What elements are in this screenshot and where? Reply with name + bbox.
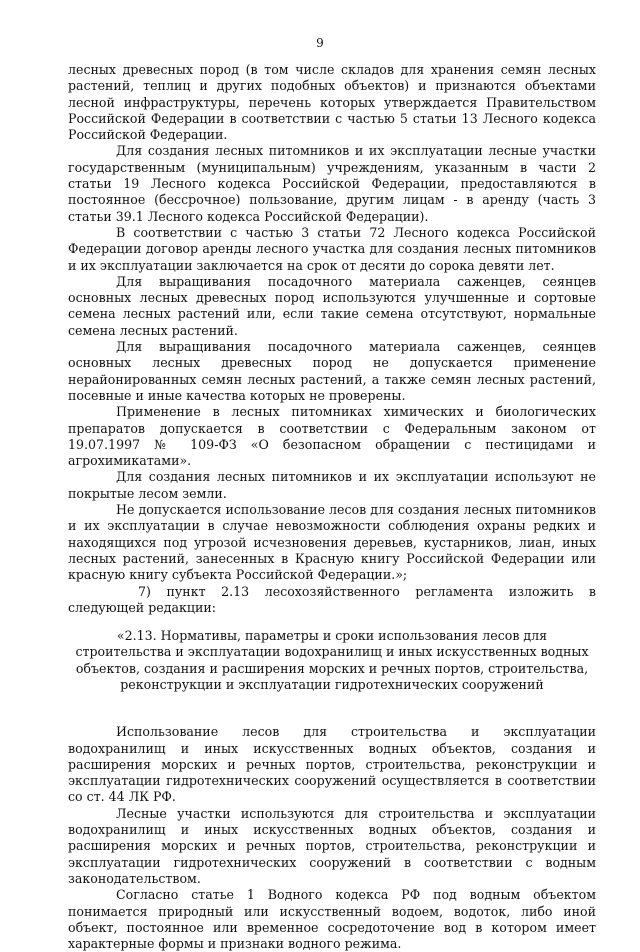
page-number: 9 — [316, 36, 324, 50]
section-paragraph-2: Лесные участки используются для строительства и эксплуатации водохранилищ и иных искусственных водных объектов, создания и расширения морских и речных портов, строительства, реконструкции и эксплуатации гидротехнических сооружений в соответствии с водным законодательством. — [68, 805, 596, 886]
paragraph-7: Для создания лесных питомников и их эксплуатации используют не покрытые лесом земли. — [68, 469, 596, 501]
section-heading: «2.13. Нормативы, параметры и сроки использования лесов для строительства и эксплуатации водохранилищ и иных искусственных водных объектов, создания и расширения морских и речных портов, строительства, реконструкции и эксплуатации гидротехнических сооружений — [75, 628, 589, 692]
paragraph-4: Для выращивания посадочного материала саженцев, сеянцев основных лесных древесных пород используются улучшенные и сортовые семена лесных растений или, если такие семена отсутствуют, нормальные семена лесных растений. — [68, 273, 596, 338]
paragraph-3: В соответствии с частью 3 статьи 72 Лесного кодекса Российской Федерации договор аренды лесного участка для создания лесных питомников и их эксплуатации заключается на срок от десяти до сорока девяти лет. — [68, 224, 596, 273]
paragraph-8: Не допускается использование лесов для создания лесных питомников и их эксплуатации в случае невозможности соблюдения охраны редких и находящихся под угрозой исчезновения деревьев, кустарников, лиан, иных лесных растений, занесенных в Красную книгу Российской Федерации или красную книгу субъекта Российской Федерации.»; — [68, 502, 596, 583]
paragraph-6: Применение в лесных питомниках химических и биологических препаратов допускается в соответствии с Федеральным законом от 19.07.1997 № 109-ФЗ «О безопасном обращении с пестицидами и агрохимикатами». — [68, 404, 596, 469]
amendment-item-7: 7) пункт 2.13 лесохозяйственного регламента изложить в следующей редакции: — [68, 583, 596, 615]
section-paragraph-3: Согласно статье 1 Водного кодекса РФ под водным объектом понимается природный или искусственный водоем, водоток, либо иной объект, постоянное или временное сосредоточение вод в котором имеет характерные формы и признаки водного режима. — [68, 887, 596, 952]
section-paragraph-1: Использование лесов для строительства и эксплуатации водохранилищ и иных искусственных водных объектов, создания и расширения морских и речных портов, строительства, реконструкции и эксплуатации гидротехнических сооружений осуществляется в соответствии со ст. 44 ЛК РФ. — [68, 724, 596, 805]
paragraph-1: лесных древесных пород (в том числе складов для хранения семян лесных растений, теплиц и других подобных объектов) и признаются объектами лесной инфраструктуры, перечень которых утверждается Правительством Российской Федерации в соответствии с частью 5 статьи 13 Лесного кодекса Российской Федерации. — [68, 62, 596, 143]
paragraph-5: Для выращивания посадочного материала саженцев, сеянцев основных лесных древесных пород не допускается применение нерайонированных семян лесных растений, а также семян лесных растений, посевные и иные качества которых не проверены. — [68, 339, 596, 403]
paragraph-2: Для создания лесных питомников и их эксплуатации лесные участки государственным (муниципальным) учреждениям, указанным в части 2 статьи 19 Лесного кодекса Российской Федерации, предоставляются в постоянное (бессрочное) пользование, другим лицам - в аренду (часть 3 статьи 39.1 Лесного кодекса Российской Федерации). — [68, 143, 596, 224]
document-body — [68, 62, 596, 952]
